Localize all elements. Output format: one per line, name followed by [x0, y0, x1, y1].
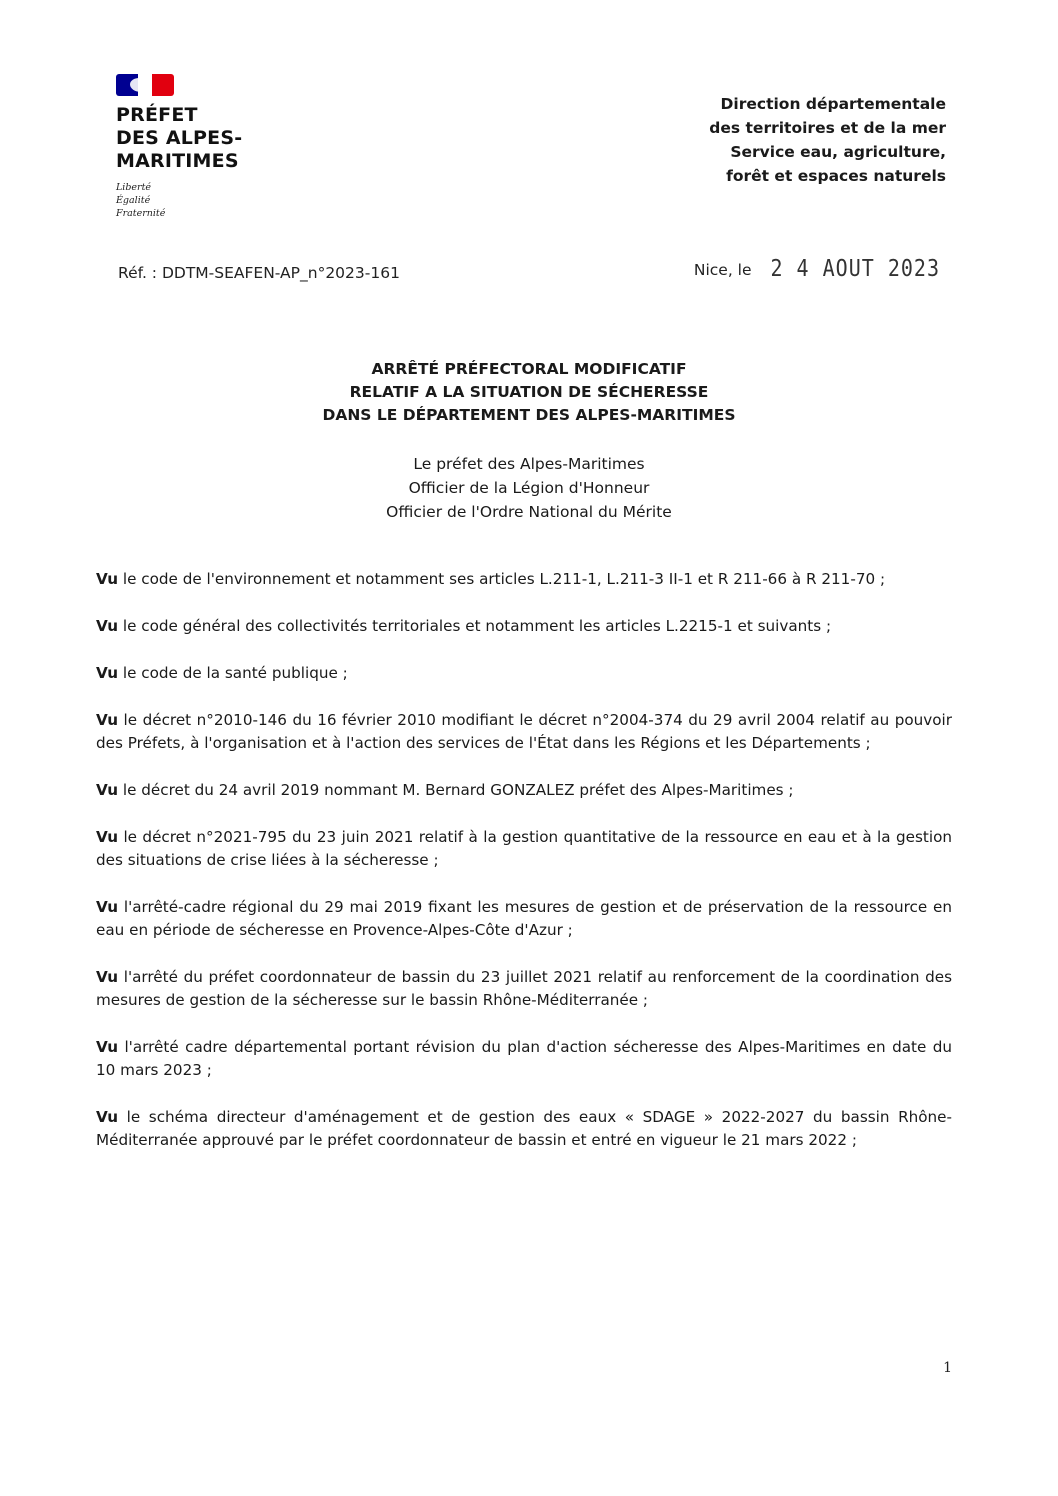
- visa-keyword: Vu: [96, 898, 119, 916]
- date-prefix: Nice, le: [693, 261, 752, 279]
- title-line: ARRÊTÉ PRÉFECTORAL MODIFICATIF: [371, 360, 687, 378]
- visa-keyword: Vu: [96, 781, 119, 799]
- date-line: [694, 256, 940, 280]
- prefecture-logo: [116, 74, 276, 220]
- visa-text: le décret n°2010-146 du 16 février 2010 modifiant le décret n°2004-374 du 29 avril 2004 relatif au pouvoir des Préfets, à l'organisation et à l'action des services de l'État dans les Régions et les Départements ;: [96, 711, 952, 752]
- visa-keyword: Vu: [96, 617, 119, 635]
- visas-section: [96, 568, 952, 1176]
- visa-clause: [96, 662, 952, 685]
- visa-clause: [96, 568, 952, 591]
- visa-text: le code de la santé publique ;: [122, 664, 348, 682]
- visa-keyword: Vu: [96, 664, 119, 682]
- title-line: RELATIF A LA SITUATION DE SÉCHERESSE: [349, 383, 709, 401]
- visa-text: l'arrêté-cadre régional du 29 mai 2019 fixant les mesures de gestion et de préservation de la ressource en eau en période de sécheresse en Provence-Alpes-Côte d'Azur ;: [96, 898, 953, 939]
- visa-text: le décret n°2021-795 du 23 juin 2021 relatif à la gestion quantitative de la ressource en eau et à la gestion des situations de crise liées à la sécheresse ;: [96, 828, 952, 869]
- issuing-service: [709, 92, 946, 188]
- visa-clause: [96, 615, 952, 638]
- subtitle-line: Le préfet des Alpes-Maritimes: [413, 455, 645, 473]
- visa-clause: [96, 779, 952, 802]
- date-stamp: 2 4 AOUT 2023: [770, 254, 940, 282]
- document-title: [0, 358, 1058, 427]
- visa-clause: [96, 709, 952, 755]
- visa-keyword: Vu: [96, 1038, 119, 1056]
- prefet-name: PRÉFET DES ALPES- MARITIMES: [116, 104, 243, 172]
- page-number: 1: [943, 1360, 952, 1376]
- visa-clause: [96, 1036, 952, 1082]
- visa-keyword: Vu: [96, 828, 119, 846]
- direction-line: forêt et espaces naturels: [726, 167, 946, 185]
- direction-line: Service eau, agriculture,: [730, 143, 946, 161]
- visa-clause: [96, 966, 952, 1012]
- visa-clause: [96, 826, 952, 872]
- reference-number: Réf. : DDTM-SEAFEN-AP_n°2023-161: [118, 264, 400, 282]
- subtitle-line: Officier de la Légion d'Honneur: [408, 479, 650, 497]
- visa-text: l'arrêté du préfet coordonnateur de bassin du 23 juillet 2021 relatif au renforcement de la coordination des mesures de gestion de la sécheresse sur le bassin Rhône-Méditerranée ;: [96, 968, 953, 1009]
- visa-text: le schéma directeur d'aménagement et de gestion des eaux « SDAGE » 2022-2027 du bassin Rhône-Méditerranée approuvé par le préfet coordonnateur de bassin et entré en vigueur le 21 mars 2022 ;: [96, 1108, 953, 1149]
- prefect-titles: [0, 452, 1058, 524]
- visa-keyword: Vu: [96, 711, 119, 729]
- republic-motto: Liberté Égalité Fraternité: [116, 182, 166, 219]
- direction-line: Direction départementale: [720, 95, 946, 113]
- direction-line: des territoires et de la mer: [709, 119, 946, 137]
- visa-keyword: Vu: [96, 1108, 119, 1126]
- visa-text: le décret du 24 avril 2019 nommant M. Bernard GONZALEZ préfet des Alpes-Maritimes ;: [122, 781, 794, 799]
- visa-clause: [96, 896, 952, 942]
- visa-text: le code de l'environnement et notamment ses articles L.211-1, L.211-3 II-1 et R 211-66 à R 211-70 ;: [122, 570, 886, 588]
- visa-text: le code général des collectivités territoriales et notamment les articles L.2215-1 et suivants ;: [122, 617, 832, 635]
- visa-keyword: Vu: [96, 570, 119, 588]
- subtitle-line: Officier de l'Ordre National du Mérite: [386, 503, 672, 521]
- visa-keyword: Vu: [96, 968, 119, 986]
- marianne-flag-icon: [116, 74, 176, 96]
- visa-clause: [96, 1106, 952, 1152]
- visa-text: l'arrêté cadre départemental portant révision du plan d'action sécheresse des Alpes-Maritimes en date du 10 mars 2023 ;: [96, 1038, 952, 1079]
- title-line: DANS LE DÉPARTEMENT DES ALPES-MARITIMES: [322, 406, 736, 424]
